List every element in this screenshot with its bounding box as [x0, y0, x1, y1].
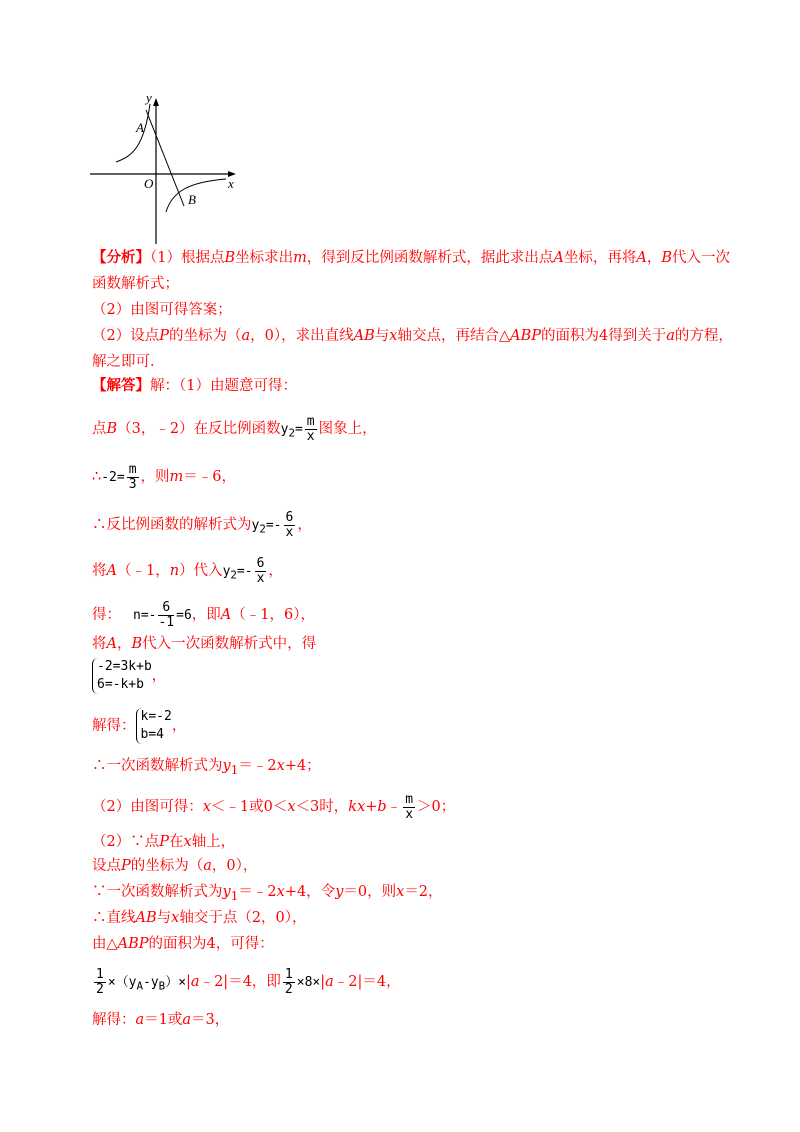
answer-line-15: $\frac{1}{2}$ $\times(y_A-y_B)\times|a﹣2|=4$，即 $\frac{1}{2}$ ×8×|a﹣2|＝4，	[96, 966, 401, 997]
analysis-line-5: 解之即可．	[92, 354, 165, 370]
answer-line-16: 解得：a＝1或a＝3，	[92, 1012, 230, 1028]
answer-line-6: 得： n=- $\frac{6}{-1}$ =6，即A（﹣1，6），	[92, 599, 315, 630]
analysis-line-2: 函数解析式；	[92, 276, 179, 292]
point-b-label: B	[188, 192, 196, 207]
answer-line-2: 点B（3，﹣2）在反比例函数$y_2=$ $\frac{m}{x}$ 图象上，	[92, 413, 377, 444]
y-axis-arrow	[153, 98, 159, 106]
analysis-line-4: （2）设点P的坐标为（a，0），求出直线AB与x轴交点，再结合△ABP的面积为4得到关于a的方程，	[92, 328, 733, 344]
analysis-line-1: 【分析】（1）根据点B坐标求出m，得到反比例函数解析式，据此求出点A坐标，再将A，B代入一次	[92, 249, 731, 266]
y-axis-label: y	[146, 90, 152, 105]
linear-function-line	[146, 110, 184, 206]
hyperbola-left-branch	[116, 104, 150, 162]
answer-line-9: （2）由图可得：x＜﹣1或0＜x＜3时，kx+b﹣ $\frac{m}{x}$ ＞0；	[92, 791, 456, 822]
answer-line-4: ∴反比例函数的解析式为$y_2=-$ $\frac{6}{x}$ ，	[92, 509, 312, 540]
fraction-m-over-x: $\frac{m}{x}$	[306, 413, 315, 444]
origin-label: O	[144, 176, 154, 191]
answer-line-14: 由△ABP的面积为4，可得：	[92, 936, 274, 952]
function-graph	[88, 88, 248, 248]
analysis-tag: 【分析】	[92, 249, 150, 266]
answer-line-13: ∴直线AB与x轴交于点（2，0），	[92, 910, 307, 926]
answer-line-11: 设点P的坐标为（a，0），	[92, 858, 258, 874]
answer-line-1: 【解答】解：（1）由题意可得：	[92, 377, 297, 394]
answer-line-12: ∵一次函数解析式为$y_1=﹣2x+4$，令y＝0，则x＝2，	[92, 884, 443, 903]
answer-line-10: （2）∵点P在x轴上，	[92, 834, 236, 850]
point-a-label: A	[136, 120, 144, 135]
equation-system-1: -2=3k+b 6=-k+b ，	[92, 658, 166, 694]
equation-system-2: 解得： k=-2 b=4 ，	[92, 709, 187, 742]
answer-line-7: 将A，B代入一次函数解析式中，得	[92, 636, 317, 652]
answer-line-3: ∴-2= $\frac{m}{3}$ ，则m＝﹣6，	[92, 461, 237, 492]
answer-line-5: 将A（﹣1，n）代入$y_2=-$ $\frac{6}{x}$ ，	[92, 555, 283, 586]
answer-line-8: ∴一次函数解析式为$y_1=﹣2x+4$；	[92, 758, 321, 777]
answer-tag: 【解答】	[92, 377, 150, 394]
analysis-line-3: （2）由图可得答案；	[92, 302, 232, 318]
x-axis-label: x	[228, 176, 234, 191]
